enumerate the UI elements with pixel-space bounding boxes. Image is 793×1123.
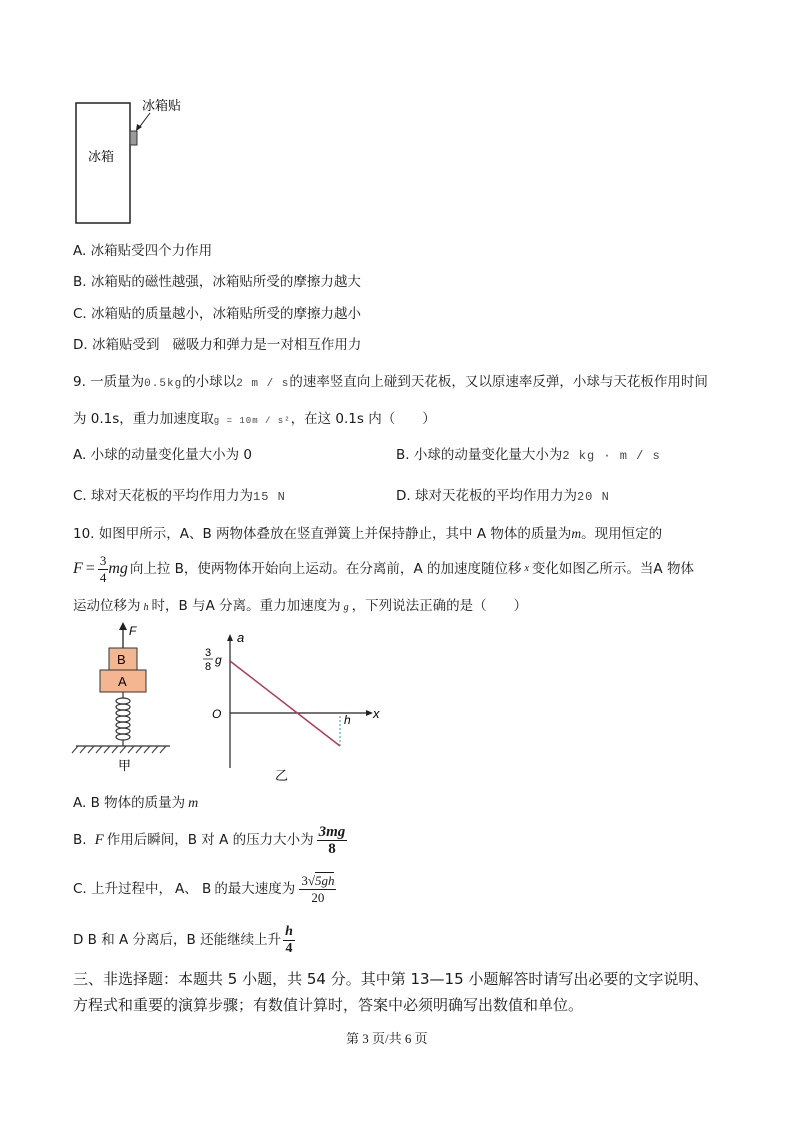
q9-mass: 0.5kg bbox=[144, 378, 183, 390]
section-3-heading-line1: 三、非选择题：本题共 5 小题，共 54 分。其中第 13—15 小题解答时请写出必要的文字说明、 bbox=[73, 970, 709, 988]
q10-option-c: C. 上升过程中， A、 B 的最大速度为 $\frac{3√5gh}{20}$ bbox=[73, 872, 335, 905]
ground-hatch bbox=[72, 746, 166, 753]
force-label: F bbox=[129, 624, 137, 638]
q10-option-d: D B 和 A 分离后，B 还能继续上升 $\frac{h}{4}$ bbox=[73, 923, 293, 956]
q8-option-d: D. 冰箱贴受到 磁吸力和弹力是一对相互作用力 bbox=[73, 337, 362, 353]
fridge-label: 冰箱 bbox=[88, 149, 115, 164]
figure-yi bbox=[195, 628, 395, 783]
q8-option-b: B. 冰箱贴的磁性越强，冰箱贴所受的摩擦力越大 bbox=[73, 274, 361, 290]
q10-option-a: A. B 物体的质量为 m bbox=[73, 795, 199, 811]
q8-option-a: A. 冰箱贴受四个力作用 bbox=[73, 243, 213, 259]
q10-stem-line3: 运动位移为 h 时，B 与A 分离。重力加速度为 g ，下列说法正确的是（ ） bbox=[73, 598, 528, 614]
origin-label: O bbox=[212, 707, 222, 721]
spring bbox=[116, 692, 130, 746]
q9-stem-line1: 9. 一质量为0.5kg的小球以2 m / s的速率竖直向上碰到天花板，又以原速率反弹，小球与天花板作用时间 bbox=[73, 374, 708, 390]
figure-jia bbox=[70, 620, 180, 780]
acceleration-line bbox=[230, 661, 340, 746]
q10-stem-line2: F = $\frac{3}{4}$ mg 向上拉 B，使两物体开始向上运动。在分离前， A 的加速度随位移 x 变化如图乙所示。当 A 物体 bbox=[73, 552, 694, 585]
y-intercept-unit: g bbox=[215, 653, 222, 667]
figure-yi-caption: 乙 bbox=[275, 768, 289, 783]
q9-option-b: B. 小球的动量变化量大小为2 kg · m / s bbox=[396, 447, 661, 463]
q9-option-a: A. 小球的动量变化量大小为 0 bbox=[73, 447, 252, 463]
x-axis-label: x bbox=[373, 706, 380, 721]
fridge-magnet bbox=[130, 131, 137, 145]
magnet-label: 冰箱贴 bbox=[142, 98, 182, 113]
q10-option-b: B. F 作用后瞬间，B 对 A 的压力大小为 $\frac{3mg}{8}$ bbox=[73, 823, 346, 857]
h-label: h bbox=[344, 713, 351, 727]
figure-jia-caption: 甲 bbox=[118, 758, 132, 773]
y-intercept-num: 3 bbox=[205, 647, 212, 659]
block-b-label: B bbox=[117, 652, 126, 667]
q9-g: g = 10m / s² bbox=[213, 416, 291, 426]
q9-stem-line2: 为 0.1s，重力加速度取g = 10m / s²，在这 0.1s 内（ ） bbox=[73, 411, 436, 427]
y-axis-label: a bbox=[237, 630, 245, 645]
y-axis-arrow bbox=[227, 634, 233, 641]
x-axis-arrow bbox=[366, 710, 373, 716]
q9-option-d: D. 球对天花板的平均作用力为20 N bbox=[396, 488, 610, 504]
section-3-heading-line2: 方程式和重要的演算步骤；有数值计算时，答案中必须明确写出数值和单位。 bbox=[73, 996, 584, 1014]
block-a-label: A bbox=[118, 674, 127, 689]
q8-option-c: C. 冰箱贴的质量越小，冰箱贴所受的摩擦力越小 bbox=[73, 306, 362, 322]
page-footer: 第 3 页/共 6 页 bbox=[346, 1031, 428, 1046]
force-arrowhead bbox=[119, 622, 127, 630]
q10-stem-line1: 10. 如图甲所示，A、B 两物体叠放在竖直弹簧上并保持静止，其中 A 物体的质量为m。现用恒定的 bbox=[73, 526, 663, 542]
q9-speed: 2 m / s bbox=[236, 378, 290, 390]
q9-option-c: C. 球对天花板的平均作用力为15 N bbox=[73, 488, 286, 504]
fridge-figure bbox=[70, 95, 200, 230]
y-intercept-den: 8 bbox=[205, 661, 212, 673]
